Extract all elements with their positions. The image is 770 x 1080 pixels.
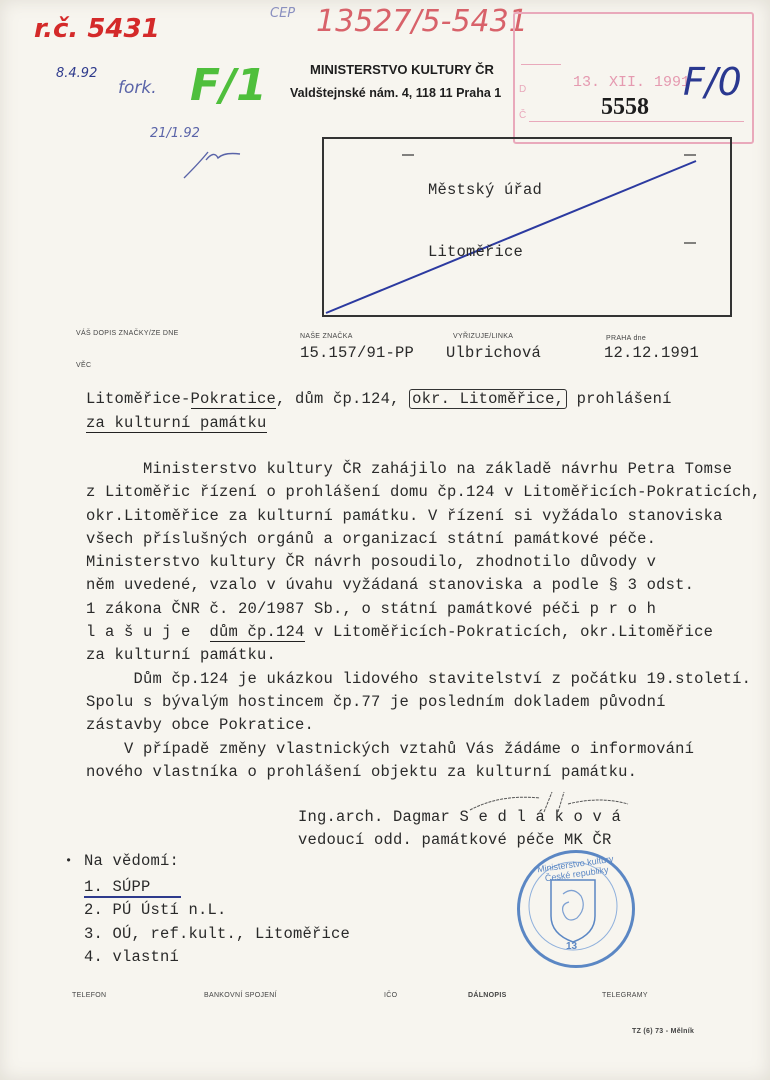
ministry-name: MINISTERSTVO KULTURY ČR [310, 62, 494, 77]
stamp-number: 5558 [601, 94, 649, 120]
body-line: Spolu s bývalým hostincem čp.77 je posledním dokladem původní [86, 692, 666, 711]
body-line: Dům čp.124 je ukázkou lidového stavitelství z počátku 19.století. [86, 669, 752, 688]
subject-cultural-monument: za kulturní památku [86, 414, 267, 432]
our-ref-value: 15.157/91-PP [300, 344, 415, 362]
handled-by-label: VYŘIZUJE/LINKA [453, 333, 514, 340]
signatory-name: Ing.arch. Dagmar S e d l á k o v á [298, 808, 622, 826]
printer-mark: TZ (6) 73 - Mělník [632, 1028, 695, 1035]
body-line: 1 zákona ČNR č. 20/1987 Sb., o státní památkové péči p r o h [86, 599, 657, 618]
our-ref-label: NAŠE ZNAČKA [300, 333, 353, 340]
date-note: 8.4.92 [56, 66, 98, 81]
declare-prefix: l a š u j e [86, 623, 210, 642]
place-date-label: PRAHA dne [606, 335, 647, 342]
distribution-item: 2. PÚ Ústí n.L. [84, 901, 227, 920]
footer-ico: IČO [384, 992, 398, 999]
ministry-address: Valdštejnské nám. 4, 118 11 Praha 1 [290, 86, 502, 100]
handled-by-value: Ulbrichová [446, 344, 542, 362]
body-line: všech příslušných orgánů a organizací státní památkové péče. [86, 529, 657, 548]
green-mark: F/1 [190, 60, 267, 111]
stamp-label-d: D [519, 84, 527, 95]
recipient-line-1: Městský úřad [428, 181, 543, 199]
stamp-number-13: 13 [566, 941, 578, 952]
footer-telex: DÁLNOPIS [468, 992, 507, 999]
body-line: zástavby obce Pokratice. [86, 716, 315, 735]
subject-county-boxed: okr. Litoměřice, [409, 389, 567, 409]
official-round-stamp [517, 850, 635, 968]
cep-label: CEP [270, 6, 296, 21]
body-line: nového vlastníka o prohlášení objektu za kulturní památku. [86, 762, 638, 781]
red-reference-number: r.č. 5431 [34, 14, 160, 44]
subject-declaration: prohlášení [567, 390, 672, 408]
bullet-icon: • [65, 854, 73, 868]
distribution-list [84, 876, 350, 969]
body-line: V případě změny vlastnických vztahů Vás žádáme o informování [86, 739, 695, 758]
body-line: Ministerstvo kultury ČR zahájilo na základě návrhu Petra Tomse [86, 460, 733, 478]
your-letter-label: VÁŠ DOPIS ZNAČKY/ZE DNE [76, 330, 179, 337]
recipient-address-box [322, 137, 732, 317]
body-line: Ministerstvo kultury ČR návrh posoudilo, zhodnotilo důvody v [86, 553, 657, 572]
subject-line-1 [86, 390, 672, 408]
initials-note: fork. [118, 78, 157, 98]
footer-telegrams: TELEGRAMY [602, 992, 648, 999]
body-line: okr.Litoměřice za kulturní památku. V řízení si vyžádalo stanoviska [86, 506, 723, 525]
subject-label: VĚC [76, 362, 92, 369]
distribution-item: 3. OÚ, ref.kult., Litoměřice [84, 924, 351, 943]
subject-town: Litoměřice- [86, 390, 191, 408]
subject-house: , dům čp.124, [276, 390, 410, 408]
subject-district-underlined: Pokratice [190, 390, 277, 408]
diagonal-cancel-line [324, 139, 730, 315]
declared-object-underlined: dům čp.124 [209, 623, 305, 642]
stamp-label-c: Č [519, 110, 527, 121]
stamp-date: 13. XII. 1991 [573, 74, 691, 91]
distribution-item-text: 1. SÚPP [84, 878, 181, 898]
body-line: z Litoměřic řízení o prohlášení domu čp.124 v Litoměřicích-Pokraticích, [86, 483, 761, 502]
recipient-line-2: Litoměřice [428, 243, 524, 261]
declare-suffix: v Litoměřicích-Pokraticích, okr.Litoměřice [304, 623, 714, 642]
body-paragraph-1 [86, 458, 761, 784]
footer-bank: BANKOVNÍ SPOJENÍ [204, 992, 277, 999]
distribution-item [84, 876, 350, 899]
footer-telephone: TELEFON [72, 992, 107, 999]
date-note-2: 21/1.92 [150, 126, 200, 141]
blue-mark: F/0 [683, 60, 742, 104]
handwritten-signature-initials [180, 140, 250, 182]
body-line: za kulturní památku. [86, 646, 277, 665]
body-line: něm uvedené, vzalo v úvahu vyžádaná stanoviska a podle § 3 odst. [86, 576, 695, 595]
subject-line-2 [86, 414, 267, 432]
declaration-line [86, 621, 761, 644]
file-number: 13527/5-5431 [316, 4, 528, 39]
signatory-title: vedoucí odd. památkové péče MK ČR [298, 831, 612, 849]
letter-date: 12.12.1991 [604, 344, 700, 362]
distribution-heading: Na vědomí: [84, 852, 180, 870]
received-stamp [513, 12, 754, 144]
distribution-item: 4. vlastní [84, 947, 180, 966]
stamp-text: Ministerstvo kultury České republiky [536, 853, 615, 884]
